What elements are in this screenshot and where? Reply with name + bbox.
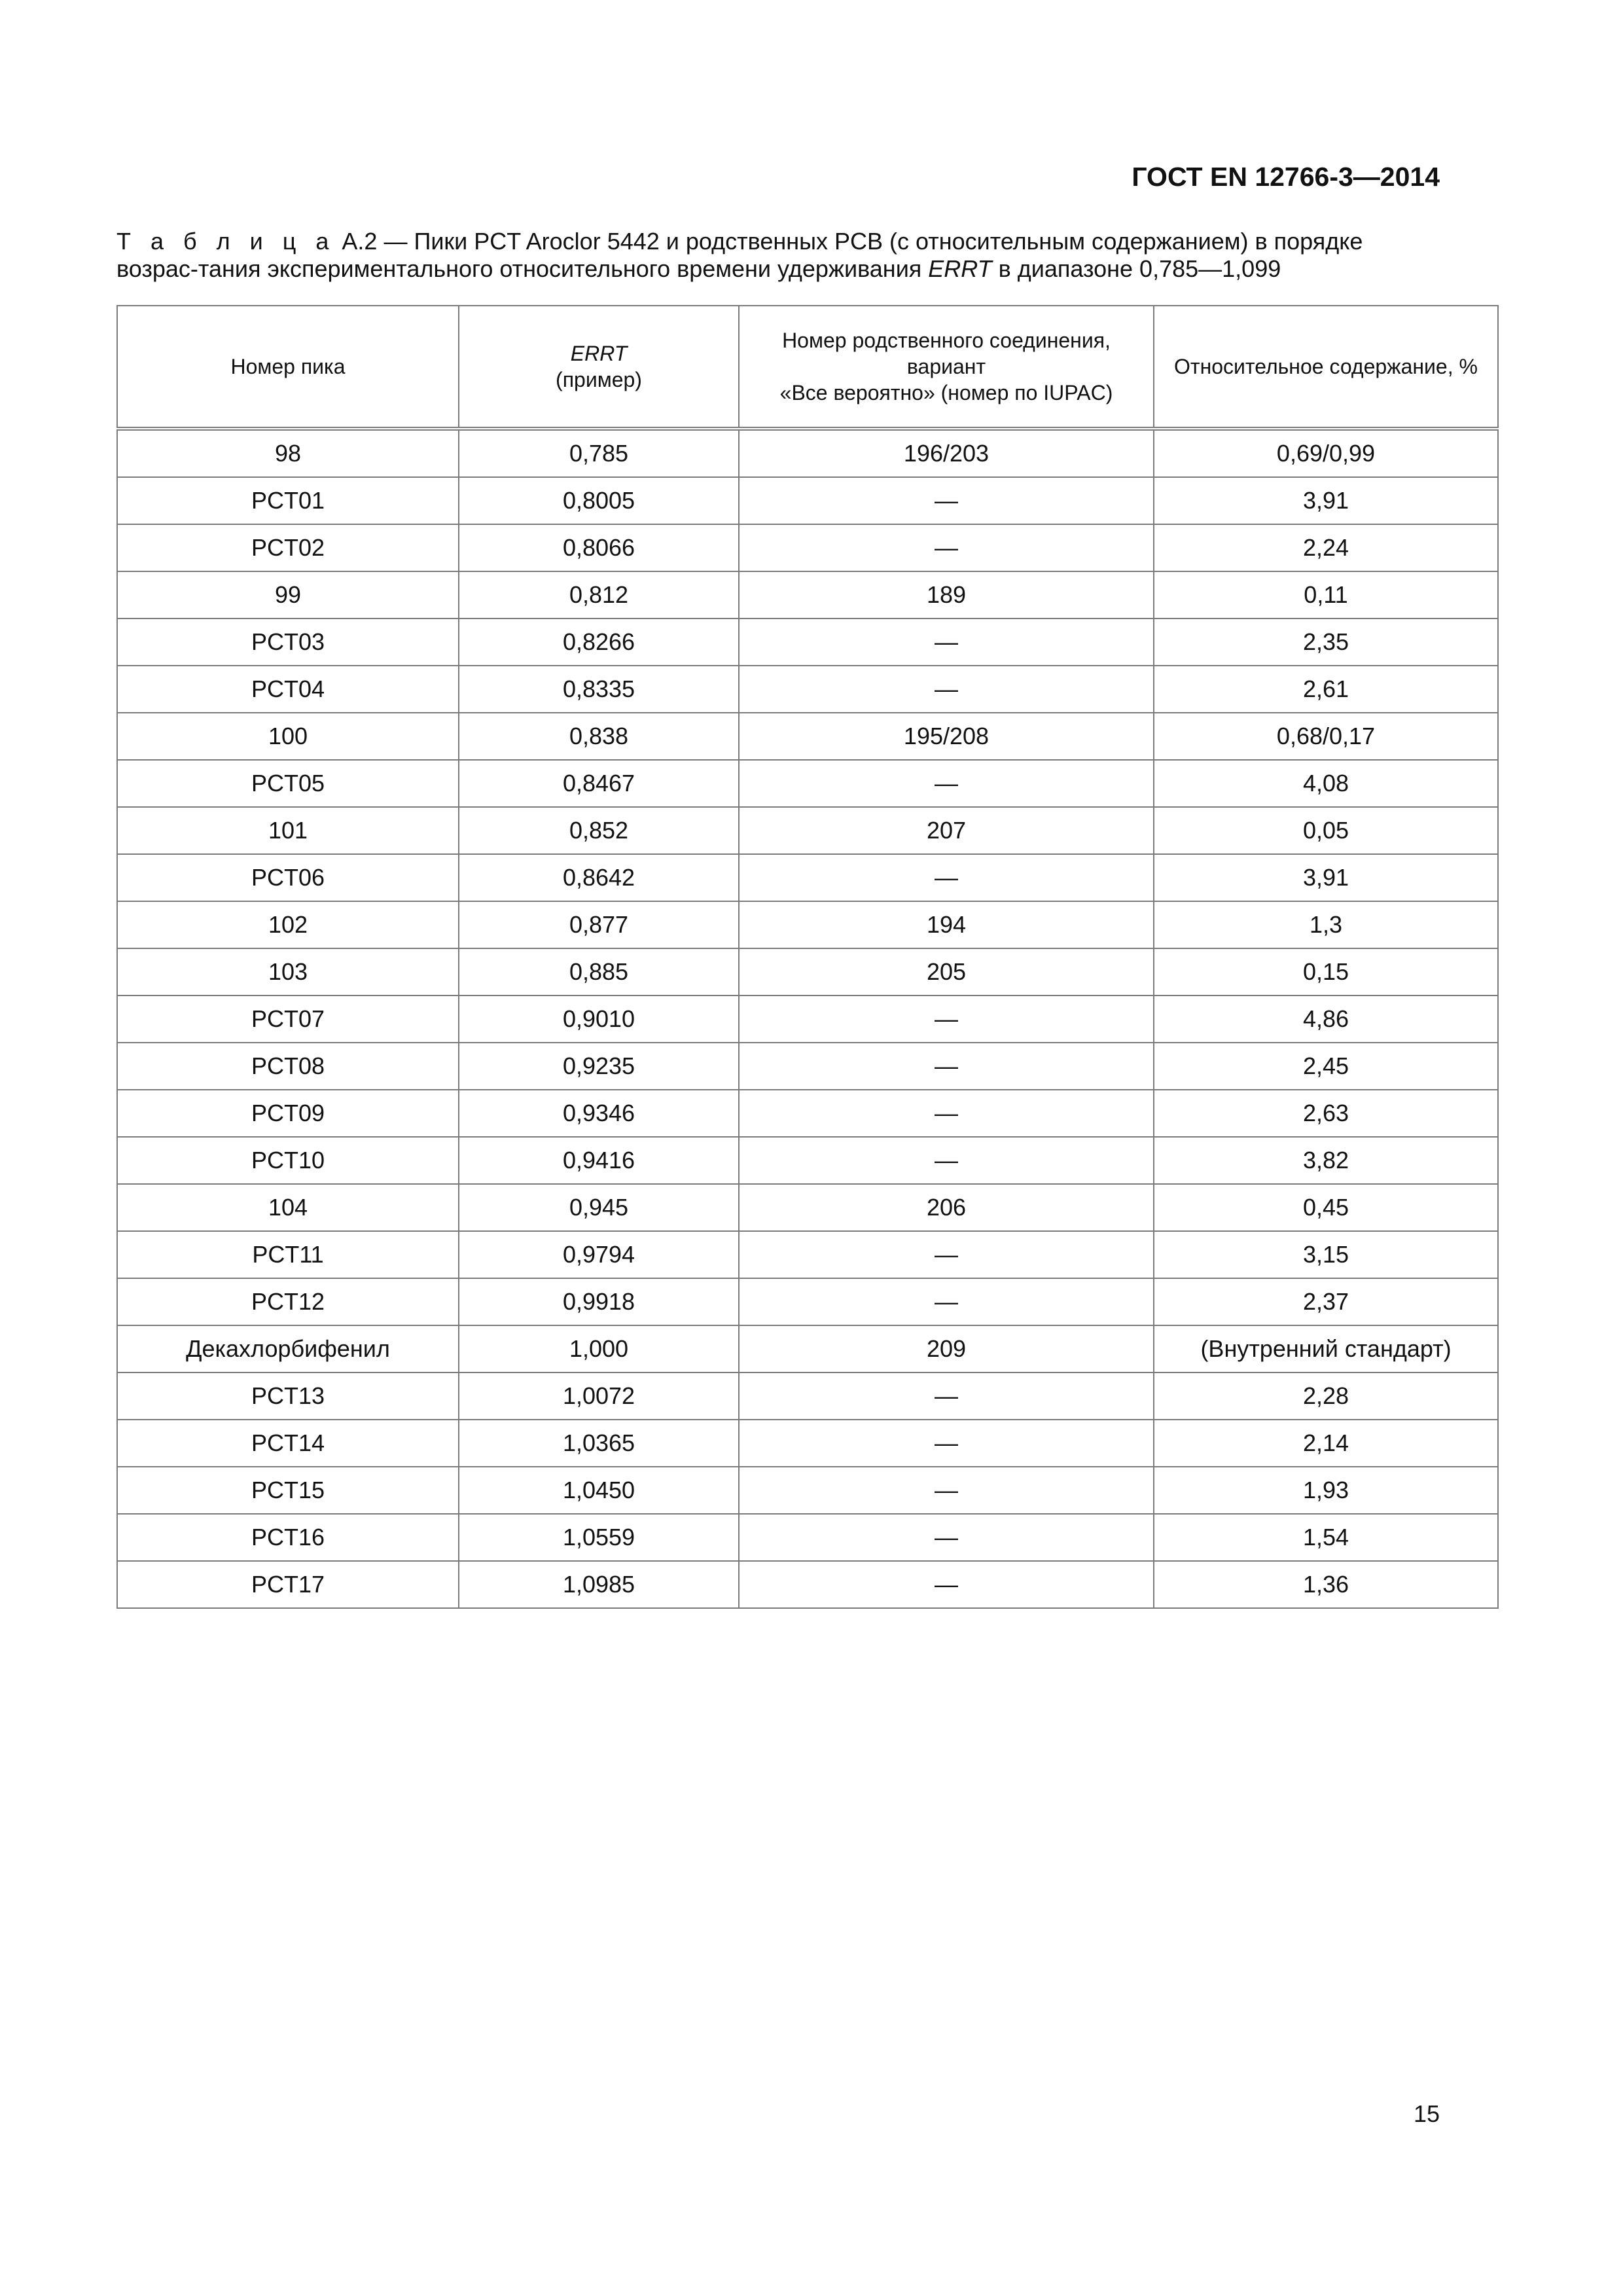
cell-peak-number: PCT03 — [117, 619, 459, 666]
cell-errt: 1,0072 — [459, 1372, 739, 1420]
cell-peak-number: PCT11 — [117, 1231, 459, 1278]
caption-text-part1: А.2 — Пики PCT Aroclor 5442 и родственных PCB (с относительным содержанием) в порядке возрас-тания экспериментального относительного времени удерживания — [116, 228, 1363, 282]
cell-compound-number: 194 — [739, 901, 1154, 948]
header-compound-number: Номер родственного соединения, вариант «Все вероятно» (номер по IUPAC) — [739, 306, 1154, 429]
cell-compound-number: — — [739, 1278, 1154, 1325]
cell-compound-number: — — [739, 854, 1154, 901]
cell-relative-content: 0,05 — [1154, 807, 1498, 854]
cell-errt: 0,8467 — [459, 760, 739, 807]
cell-compound-number: 207 — [739, 807, 1154, 854]
cell-compound-number: — — [739, 1420, 1154, 1467]
cell-peak-number: PCT05 — [117, 760, 459, 807]
table-row — [117, 666, 1498, 713]
cell-relative-content: 2,24 — [1154, 524, 1498, 571]
cell-peak-number: PCT09 — [117, 1090, 459, 1137]
cell-errt: 0,885 — [459, 948, 739, 996]
cell-errt: 0,8066 — [459, 524, 739, 571]
cell-relative-content: 0,69/0,99 — [1154, 429, 1498, 477]
cell-errt: 0,9010 — [459, 996, 739, 1043]
cell-compound-number: — — [739, 996, 1154, 1043]
cell-compound-number: — — [739, 760, 1154, 807]
cell-peak-number: PCT12 — [117, 1278, 459, 1325]
cell-errt: 0,9918 — [459, 1278, 739, 1325]
cell-compound-number: — — [739, 1467, 1154, 1514]
table-row — [117, 1231, 1498, 1278]
cell-peak-number: 103 — [117, 948, 459, 996]
cell-relative-content: 2,37 — [1154, 1278, 1498, 1325]
cell-relative-content: 1,36 — [1154, 1561, 1498, 1608]
cell-errt: 0,785 — [459, 429, 739, 477]
cell-errt: 1,0365 — [459, 1420, 739, 1467]
cell-errt: 0,9235 — [459, 1043, 739, 1090]
cell-relative-content: 0,15 — [1154, 948, 1498, 996]
cell-compound-number: — — [739, 1137, 1154, 1184]
cell-relative-content: 2,61 — [1154, 666, 1498, 713]
cell-errt: 1,0559 — [459, 1514, 739, 1561]
table-header-row — [117, 306, 1498, 429]
cell-compound-number: — — [739, 1090, 1154, 1137]
cell-compound-number: — — [739, 619, 1154, 666]
cell-errt: 0,8642 — [459, 854, 739, 901]
cell-peak-number: 100 — [117, 713, 459, 760]
peaks-table — [116, 305, 1499, 1609]
table-row — [117, 1420, 1498, 1467]
cell-relative-content: 3,91 — [1154, 477, 1498, 524]
cell-relative-content: 0,68/0,17 — [1154, 713, 1498, 760]
cell-peak-number: PCT01 — [117, 477, 459, 524]
table-row — [117, 948, 1498, 996]
cell-relative-content: 3,82 — [1154, 1137, 1498, 1184]
cell-relative-content: 0,45 — [1154, 1184, 1498, 1231]
document-code: ГОСТ EN 12766-3—2014 — [1132, 162, 1440, 192]
cell-relative-content: 1,93 — [1154, 1467, 1498, 1514]
cell-peak-number: PCT14 — [117, 1420, 459, 1467]
cell-relative-content: 3,91 — [1154, 854, 1498, 901]
table-row — [117, 571, 1498, 619]
cell-peak-number: 99 — [117, 571, 459, 619]
table-row — [117, 1090, 1498, 1137]
cell-peak-number: 98 — [117, 429, 459, 477]
cell-relative-content: 2,45 — [1154, 1043, 1498, 1090]
caption-text-part2: в диапазоне 0,785—1,099 — [991, 255, 1281, 282]
cell-relative-content: 3,15 — [1154, 1231, 1498, 1278]
table-row — [117, 854, 1498, 901]
header-relative-content: Относительное содержание, % — [1154, 306, 1498, 429]
cell-errt: 1,0450 — [459, 1467, 739, 1514]
cell-errt: 1,0985 — [459, 1561, 739, 1608]
cell-errt: 0,945 — [459, 1184, 739, 1231]
cell-compound-number: — — [739, 1561, 1154, 1608]
table-row — [117, 1372, 1498, 1420]
cell-relative-content: 2,63 — [1154, 1090, 1498, 1137]
cell-compound-number: 189 — [739, 571, 1154, 619]
cell-compound-number: — — [739, 1043, 1154, 1090]
cell-compound-number: 196/203 — [739, 429, 1154, 477]
cell-errt: 0,812 — [459, 571, 739, 619]
cell-errt: 0,877 — [459, 901, 739, 948]
cell-relative-content: 0,11 — [1154, 571, 1498, 619]
caption-errt: ERRT — [928, 255, 992, 282]
cell-peak-number: Декахлорбифенил — [117, 1325, 459, 1372]
table-row — [117, 1325, 1498, 1372]
cell-peak-number: PCT06 — [117, 854, 459, 901]
cell-compound-number: — — [739, 1372, 1154, 1420]
cell-compound-number: 195/208 — [739, 713, 1154, 760]
cell-errt: 1,000 — [459, 1325, 739, 1372]
cell-relative-content: 1,3 — [1154, 901, 1498, 948]
table-row — [117, 1278, 1498, 1325]
table-row — [117, 1043, 1498, 1090]
cell-relative-content: 4,86 — [1154, 996, 1498, 1043]
cell-errt: 0,838 — [459, 713, 739, 760]
header-errt — [459, 306, 739, 429]
header-errt-label: ERRT — [570, 342, 628, 365]
cell-compound-number: 205 — [739, 948, 1154, 996]
cell-compound-number: — — [739, 666, 1154, 713]
table-row — [117, 713, 1498, 760]
cell-errt: 0,8005 — [459, 477, 739, 524]
cell-compound-number: — — [739, 1514, 1154, 1561]
cell-peak-number: PCT08 — [117, 1043, 459, 1090]
cell-peak-number: 102 — [117, 901, 459, 948]
table-row — [117, 1561, 1498, 1608]
table-row — [117, 1467, 1498, 1514]
cell-peak-number: 104 — [117, 1184, 459, 1231]
cell-peak-number: PCT10 — [117, 1137, 459, 1184]
caption-label: Т а б л и ц а — [116, 228, 336, 255]
table-row — [117, 760, 1498, 807]
table-row — [117, 524, 1498, 571]
cell-peak-number: 101 — [117, 807, 459, 854]
cell-errt: 0,9346 — [459, 1090, 739, 1137]
table-row — [117, 1137, 1498, 1184]
cell-errt: 0,9416 — [459, 1137, 739, 1184]
cell-errt: 0,8335 — [459, 666, 739, 713]
table-row — [117, 807, 1498, 854]
cell-compound-number: — — [739, 1231, 1154, 1278]
cell-relative-content: 2,28 — [1154, 1372, 1498, 1420]
cell-relative-content: 2,14 — [1154, 1420, 1498, 1467]
cell-peak-number: PCT15 — [117, 1467, 459, 1514]
cell-peak-number: PCT07 — [117, 996, 459, 1043]
cell-relative-content: 2,35 — [1154, 619, 1498, 666]
cell-relative-content: (Внутренний стандарт) — [1154, 1325, 1498, 1372]
cell-errt: 0,9794 — [459, 1231, 739, 1278]
cell-peak-number: PCT04 — [117, 666, 459, 713]
header-errt-sub: (пример) — [556, 368, 642, 391]
cell-errt: 0,852 — [459, 807, 739, 854]
cell-peak-number: PCT17 — [117, 1561, 459, 1608]
cell-peak-number: PCT02 — [117, 524, 459, 571]
page-number: 15 — [1413, 2100, 1440, 2127]
cell-compound-number: — — [739, 524, 1154, 571]
cell-compound-number: — — [739, 477, 1154, 524]
cell-peak-number: PCT13 — [117, 1372, 459, 1420]
table-row — [117, 901, 1498, 948]
table-row — [117, 619, 1498, 666]
table-row — [117, 429, 1498, 477]
table-row — [117, 996, 1498, 1043]
table-row — [117, 1184, 1498, 1231]
header-peak-number: Номер пика — [117, 306, 459, 429]
table-row — [117, 477, 1498, 524]
cell-relative-content: 4,08 — [1154, 760, 1498, 807]
cell-peak-number: PCT16 — [117, 1514, 459, 1561]
cell-compound-number: 209 — [739, 1325, 1154, 1372]
table-row — [117, 1514, 1498, 1561]
cell-errt: 0,8266 — [459, 619, 739, 666]
table-body — [117, 429, 1498, 1608]
cell-compound-number: 206 — [739, 1184, 1154, 1231]
cell-relative-content: 1,54 — [1154, 1514, 1498, 1561]
table-caption — [116, 228, 1440, 283]
